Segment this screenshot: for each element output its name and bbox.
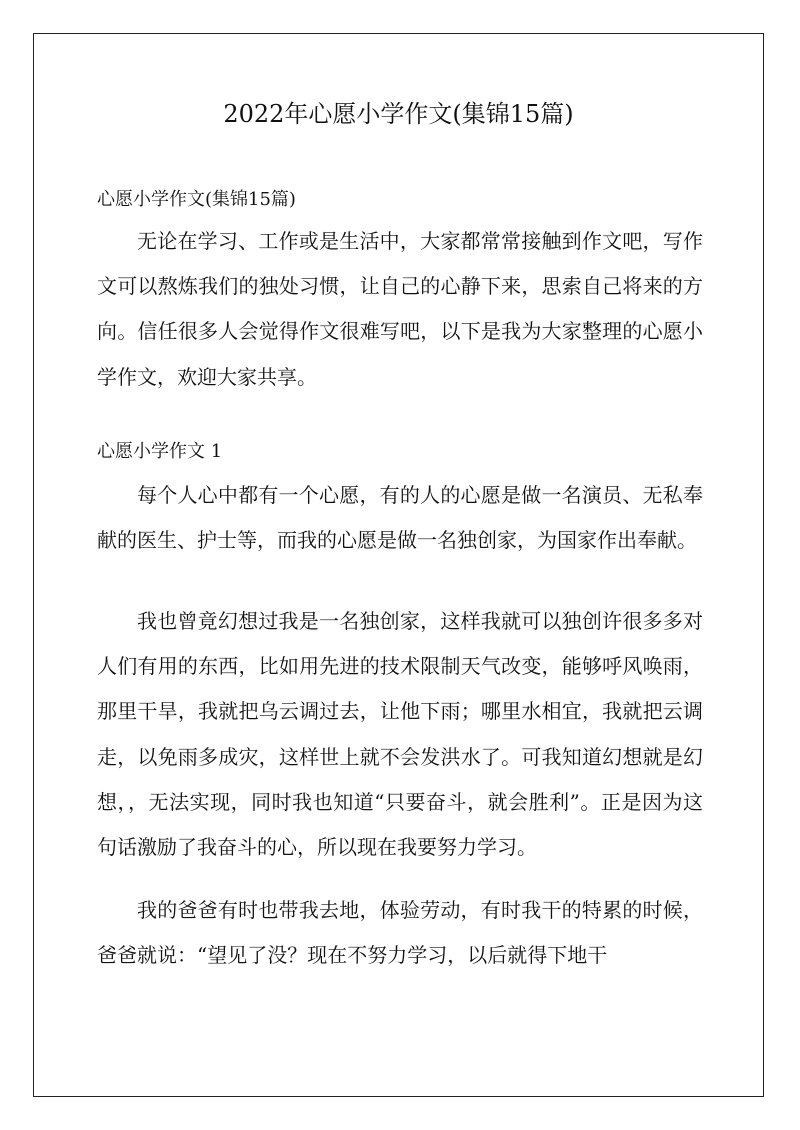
document-title: 2022年心愿小学作文(集锦15篇) [223,100,574,128]
section-heading: 心愿小学作文 1 [97,441,223,462]
intro-paragraph: 无论在学习、工作或是生活中，大家都常常接触到作文吧，写作文可以熬炼我们的独处习惯，让自己的心静下来，思索自己将来的方向。信任很多人会觉得作文很难写吧，以下是我为大家整理的心愿小学作文，欢迎大家共享。 [97,229,703,389]
document-subtitle: 心愿小学作文(集锦15篇) [97,189,296,210]
body-paragraph-2: 我也曾竟幻想过我是一名独创家，这样我就可以独创许很多多对人们有用的东西，比如用先进的技术限制天气改变，能够呼风唤雨，那里干旱，我就把乌云调过去，让他下雨；哪里水相宜，我就把云调走，以免雨多成灾，这样世上就不会发洪水了。可我知道幻想就是幻想，，无法实现，同时我也知道“只要奋斗，就会胜利”。正是因为这句话激励了我奋斗的心，所以现在我要努力学习。 [97,609,703,860]
body-paragraph-3: 我的爸爸有时也带我去地，体验劳动，有时我干的特累的时候，爸爸就说：“望见了没？现在不努力学习，以后就得下地干 [97,898,703,968]
body-paragraph-1: 每个人心中都有一个心愿，有的人的心愿是做一名演员、无私奉献的医生、护士等，而我的心愿是做一名独创家，为国家作出奉献。 [97,483,703,553]
